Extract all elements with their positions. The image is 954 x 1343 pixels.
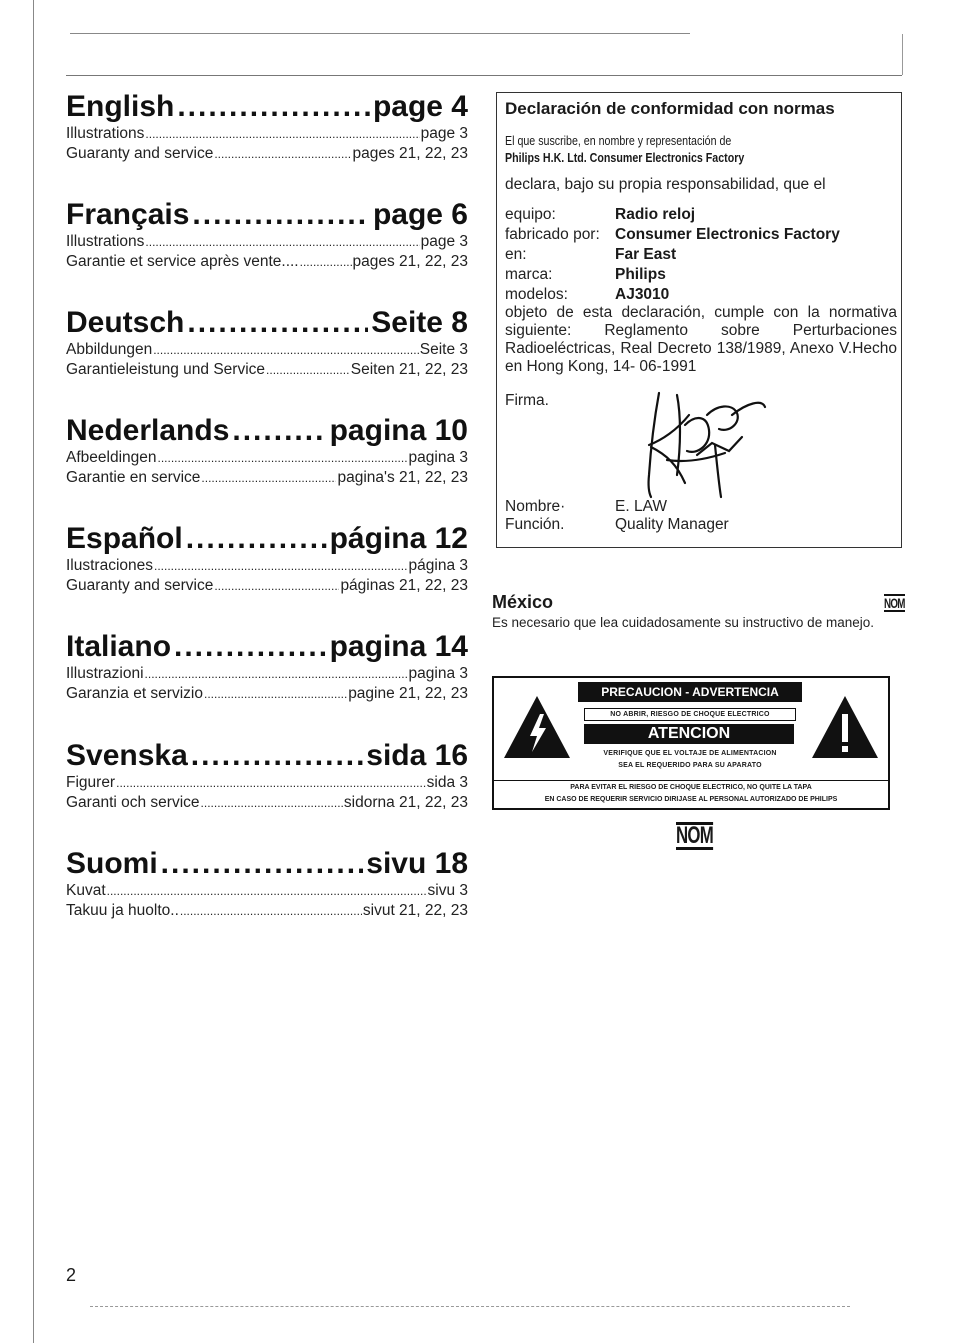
top-rule: [70, 33, 690, 34]
toc-entry-label: Guaranty and service: [66, 145, 214, 162]
toc-language: Français: [66, 198, 190, 231]
toc-entry-page: Seiten 21, 22, 23: [350, 361, 468, 378]
toc-section: [66, 522, 468, 596]
leader-dots: [214, 144, 351, 164]
field-modelos: modelos: AJ3010: [505, 286, 670, 303]
toc-entry-page: sivut 21, 22, 23: [362, 902, 468, 919]
toc-section-title: [66, 90, 468, 124]
declaration-paragraph: objeto de esta declaración, cumple con la normativa siguiente: Reglamento sobre Perturbaciones Radioeléctricas, Real Decreto 138/1989, Anexo V.Hecho en Hong Kong, 14- 06-1991: [505, 304, 897, 375]
toc-entry: [66, 576, 468, 596]
left-margin-line: [33, 0, 34, 1343]
field-fabricado: fabricado por: Consumer Electronics Factory: [505, 226, 840, 243]
leader-dots: [153, 340, 419, 360]
leader-dots: [191, 739, 364, 773]
toc-entry-page: page 3: [420, 233, 468, 250]
toc-entry-page: pagina 3: [408, 449, 468, 466]
toc-page: pagina 10: [329, 414, 468, 447]
leader-dots: [177, 90, 370, 124]
declaration-line3: declara, bajo su propia responsabilidad, que el: [505, 176, 826, 193]
toc-section: [66, 847, 468, 921]
leader-dots: [186, 522, 327, 556]
toc-entry: [66, 468, 468, 488]
toc-entry: [66, 664, 468, 684]
toc-entry: [66, 556, 468, 576]
toc-entry: [66, 773, 468, 793]
toc-entry-page: pages 21, 22, 23: [352, 253, 468, 270]
toc-page: pagina 14: [329, 630, 468, 663]
toc-entry: [66, 684, 468, 704]
warning-line2: VERIFIQUE QUE EL VOLTAJE DE ALIMENTACION: [603, 750, 777, 757]
declaration-title: Declaración de conformidad con normas: [505, 99, 835, 118]
toc-entry-label: Guaranty and service: [66, 577, 214, 594]
leader-dots: [174, 630, 327, 664]
page-number: 2: [66, 1265, 77, 1285]
leader-dots: [232, 414, 326, 448]
toc-entry: [66, 252, 468, 272]
leader-dots: [158, 448, 408, 468]
toc-entry-page: sida 3: [426, 774, 468, 791]
declaration-line2: Philips H.K. Ltd. Consumer Electronics Factory: [505, 150, 745, 165]
toc-entry-label: Garanti och service: [66, 794, 200, 811]
leader-dots: [145, 124, 419, 144]
toc-entry: [66, 793, 468, 813]
leader-dots: [201, 793, 343, 813]
leader-dots: [154, 556, 408, 576]
toc-entry: [66, 360, 468, 380]
toc-entry-label: Garantieleistung und Service: [66, 361, 266, 378]
toc-page: page 4: [372, 90, 468, 123]
toc-entry-page: pages 21, 22, 23: [352, 145, 468, 162]
leader-dots: [161, 847, 364, 881]
leader-dots: [204, 684, 347, 704]
toc-page: sida 16: [366, 739, 468, 772]
leader-dots: [266, 360, 350, 380]
signature-image: [637, 385, 787, 505]
toc-section-title: [66, 630, 468, 664]
toc-section: [66, 198, 468, 272]
toc-entry-page: sidorna 21, 22, 23: [343, 794, 468, 811]
toc-entry-label: Illustrations: [66, 233, 145, 250]
toc-entry: [66, 144, 468, 164]
field-marca: marca: Philips: [505, 266, 666, 283]
mexico-title: México: [492, 592, 554, 612]
field-equipo: equipo: Radio reloj: [505, 206, 696, 223]
toc-entry-label: Takuu ja huolto..: [66, 902, 179, 919]
toc-section-title: [66, 414, 468, 448]
field-en: en: Far East: [505, 246, 677, 263]
toc-entry-label: Figurer: [66, 774, 116, 791]
nom-logo-large: NOM: [676, 822, 714, 849]
toc-language: English: [66, 90, 175, 123]
toc-entry-label: Garantie et service après vente....: [66, 253, 299, 270]
toc-section-title: [66, 847, 468, 881]
toc-section: [66, 739, 468, 813]
declaration-box: [496, 92, 902, 548]
toc-entry-label: Afbeeldingen: [66, 449, 157, 466]
warning-foot2: EN CASO DE REQUERIR SERVICIO DIRIJASE AL PERSONAL AUTORIZADO DE PHILIPS: [544, 796, 838, 803]
toc-entry-page: Seite 3: [419, 341, 468, 358]
toc-entry: [66, 881, 468, 901]
leader-dots: [180, 901, 362, 921]
warning-atencion: ATENCION: [584, 724, 794, 744]
toc-language: Svenska: [66, 739, 188, 772]
toc-entry-page: sivu 3: [427, 882, 468, 899]
leader-dots: [116, 773, 426, 793]
toc-language: Deutsch: [66, 306, 185, 339]
toc-entry-page: pagine 21, 22, 23: [348, 685, 468, 702]
warning-label: [492, 676, 890, 810]
toc-page: sivu 18: [366, 847, 468, 880]
leader-dots: [214, 576, 339, 596]
nombre-label: Nombre·: [505, 498, 566, 515]
toc-language: Italiano: [66, 630, 172, 663]
toc-section-title: [66, 522, 468, 556]
toc-page: page 6: [372, 198, 468, 231]
toc-entry-page: pagina 3: [408, 665, 468, 682]
toc-section-title: [66, 306, 468, 340]
toc-entry-label: Abbildungen: [66, 341, 153, 358]
toc-entry: [66, 124, 468, 144]
toc-section: [66, 306, 468, 380]
nombre-value: E. LAW: [615, 498, 667, 515]
toc-entry-page: page 3: [420, 125, 468, 142]
toc-page: página 12: [329, 522, 468, 555]
toc-entry-label: Ilustraciones: [66, 557, 154, 574]
warning-line1: NO ABRIR, RIESGO DE CHOQUE ELECTRICO: [584, 708, 796, 721]
toc-section: [66, 90, 468, 164]
toc-entry-page: páginas 21, 22, 23: [340, 577, 468, 594]
toc-page: Seite 8: [371, 306, 468, 339]
leader-dots: [145, 232, 419, 252]
header-right-tick: [902, 34, 903, 75]
warning-foot1: PARA EVITAR EL RIESGO DE CHOQUE ELECTRICO, NO QUITE LA TAPA: [570, 784, 812, 791]
leader-dots: [107, 881, 427, 901]
lightning-triangle-icon: [502, 694, 572, 760]
toc-entry-page: página 3: [408, 557, 468, 574]
toc-entry: [66, 340, 468, 360]
toc-entry-label: Garantie en service: [66, 469, 201, 486]
nom-logo-small: NOM: [884, 595, 905, 611]
toc-entry-page: pagina's 21, 22, 23: [337, 469, 468, 486]
declaration-line1: El que suscribe, en nombre y representación de: [505, 133, 732, 148]
toc-section-title: [66, 739, 468, 773]
toc-section: [66, 414, 468, 488]
toc-section: [66, 630, 468, 704]
toc-language: Nederlands: [66, 414, 230, 447]
exclamation-triangle-icon: [810, 694, 880, 760]
bottom-rule: [90, 1306, 850, 1307]
toc-section-title: [66, 198, 468, 232]
header-rule: [66, 75, 902, 76]
warning-header: PRECAUCION - ADVERTENCIA: [578, 682, 802, 702]
toc-entry: [66, 232, 468, 252]
toc-entry-label: Garanzia et servizio: [66, 685, 203, 702]
leader-dots: [145, 664, 408, 684]
toc-entry-label: Kuvat: [66, 882, 106, 899]
toc-entry-label: Illustrations: [66, 125, 145, 142]
mexico-text: Es necesario que lea cuidadosamente su instructivo de manejo.: [492, 615, 874, 630]
leader-dots: [192, 198, 370, 232]
funcion-value: Quality Manager: [615, 516, 729, 533]
toc-entry: [66, 901, 468, 921]
leader-dots: [201, 468, 336, 488]
leader-dots: [300, 252, 352, 272]
toc-entry: [66, 448, 468, 468]
toc-language: Suomi: [66, 847, 158, 880]
warning-line3: SEA EL REQUERIDO PARA SU APARATO: [618, 762, 762, 769]
funcion-label: Función.: [505, 516, 565, 533]
toc-entry-label: Illustrazioni: [66, 665, 144, 682]
leader-dots: [187, 306, 368, 340]
toc-language: Español: [66, 522, 183, 555]
firma-label: Firma.: [505, 392, 549, 409]
